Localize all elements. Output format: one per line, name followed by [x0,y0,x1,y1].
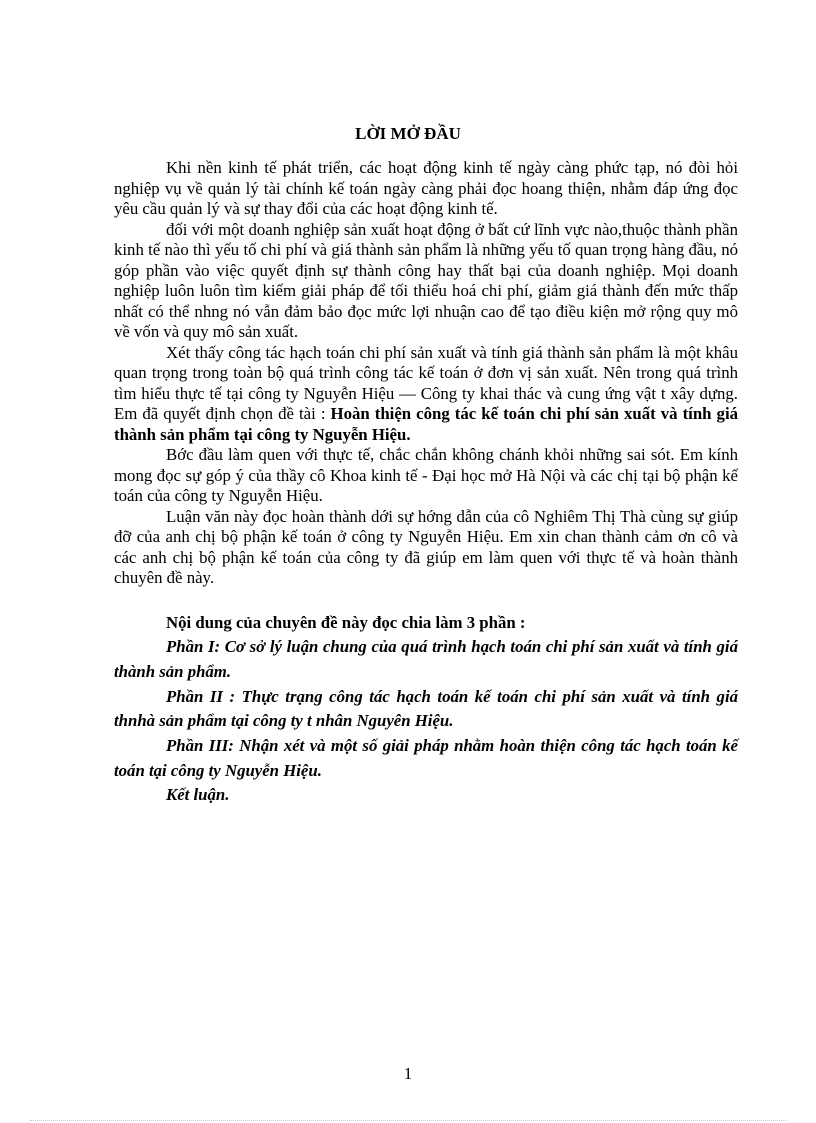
paragraph-topic [114,343,738,446]
paragraph-apology: Bớc đầu làm quen với thực tế, chắc chắn không chánh khỏi những sai sót. Em kính mong đọc sự góp ý của thầy cô Khoa kinh tế - Đại học mở Hà Nội và các chị tại bộ phận kế toán của công ty Nguyễn Hiệu. [114,445,738,505]
paragraph-thanks: Luận văn này đọc hoàn thành dới sự hớng dẫn của cô Nghiêm Thị Thà cùng sự giúp đỡ của anh chị bộ phận kế toán ở công ty Nguyễn Hiệu. Em xin chan thành cảm ơn cô và các anh chị bộ phận kế toán của công ty đã giúp em làm quen với thực tế và hoàn thành chuyên đề này. [114,506,738,587]
paragraph-importance: đối với một doanh nghiệp sản xuất hoạt động ở bất cứ lĩnh vực nào,thuộc thành phần kinh tế nào thì yếu tố chi phí và giá thành sản phẩm là những yếu tố quan trọng hàng đầu, nó góp phần vào việc quyết định sự thành công hay thất bại của doanh nghiệp. Mọi doanh nghiệp luôn luôn tìm kiếm giải pháp để tối thiểu hoá chi phí, giảm giá thành đến mức thấp nhất có thể nhng nó vẫn đảm bảo đọc mức lợi nhuận cao để tạo điều kiện mở rộng quy mô về vốn và quy mô sản xuất. [114,219,738,341]
outline-part-3: Phần III: Nhận xét và một số giải pháp nhằm hoàn thiện công tác hạch toán kế toán tại công ty Nguyễn Hiệu. [114,736,738,780]
outline-heading: Nội dung của chuyên đề này đọc chia làm 3 phần : [166,612,526,632]
outline-part-2: Phần II : Thực trạng công tác hạch toán kế toán chi phí sản xuất và tính giá thnhà sản phẩm tại công ty t nhân Nguyên Hiệu. [114,686,738,731]
page-number: 1 [403,1064,413,1083]
topic-lead-text: Xét thấy công tác hạch toán chi phí sản xuất và tính giá thành sản phẩm là một khâu quan trọng trong toàn bộ quá trình công tác kế toán ở đơn vị sản xuất. Nên trong quá trình tìm hiểu thực tế tại công ty Nguyễn Hiệu — Công ty khai thác và cung ứng vật t xây dựng. Em đã quyết định chọn đề tài : [114,342,738,423]
page-title: LỜI MỞ ĐẦU [355,124,461,143]
footer-divider [30,1120,786,1121]
outline-conclusion: Kết luận. [166,785,230,805]
section-spacer [114,589,738,611]
topic-title: Hoàn thiện công tác kế toán chi phí sản xuất và tính giá thành sản phẩm tại công ty Nguyễn Hiệu. [114,404,738,444]
outline-part-1: Phần I: Cơ sở lý luận chung của quá trình hạch toán chi phí sản xuất và tính giá thành sản phẩm. [114,637,738,681]
paragraph-intro: Khi nền kinh tế phát triển, các hoạt động kinh tế ngày càng phức tạp, nó đòi hỏi nghiệp vụ về quản lý tài chính kế toán ngày càng phải đọc hoang thiện, nhằm đáp ứng đọc yêu cầu quản lý và sự thay đổi của các hoạt động kinh tế. [114,158,738,218]
outline-section [114,611,738,809]
document-body [114,158,738,808]
